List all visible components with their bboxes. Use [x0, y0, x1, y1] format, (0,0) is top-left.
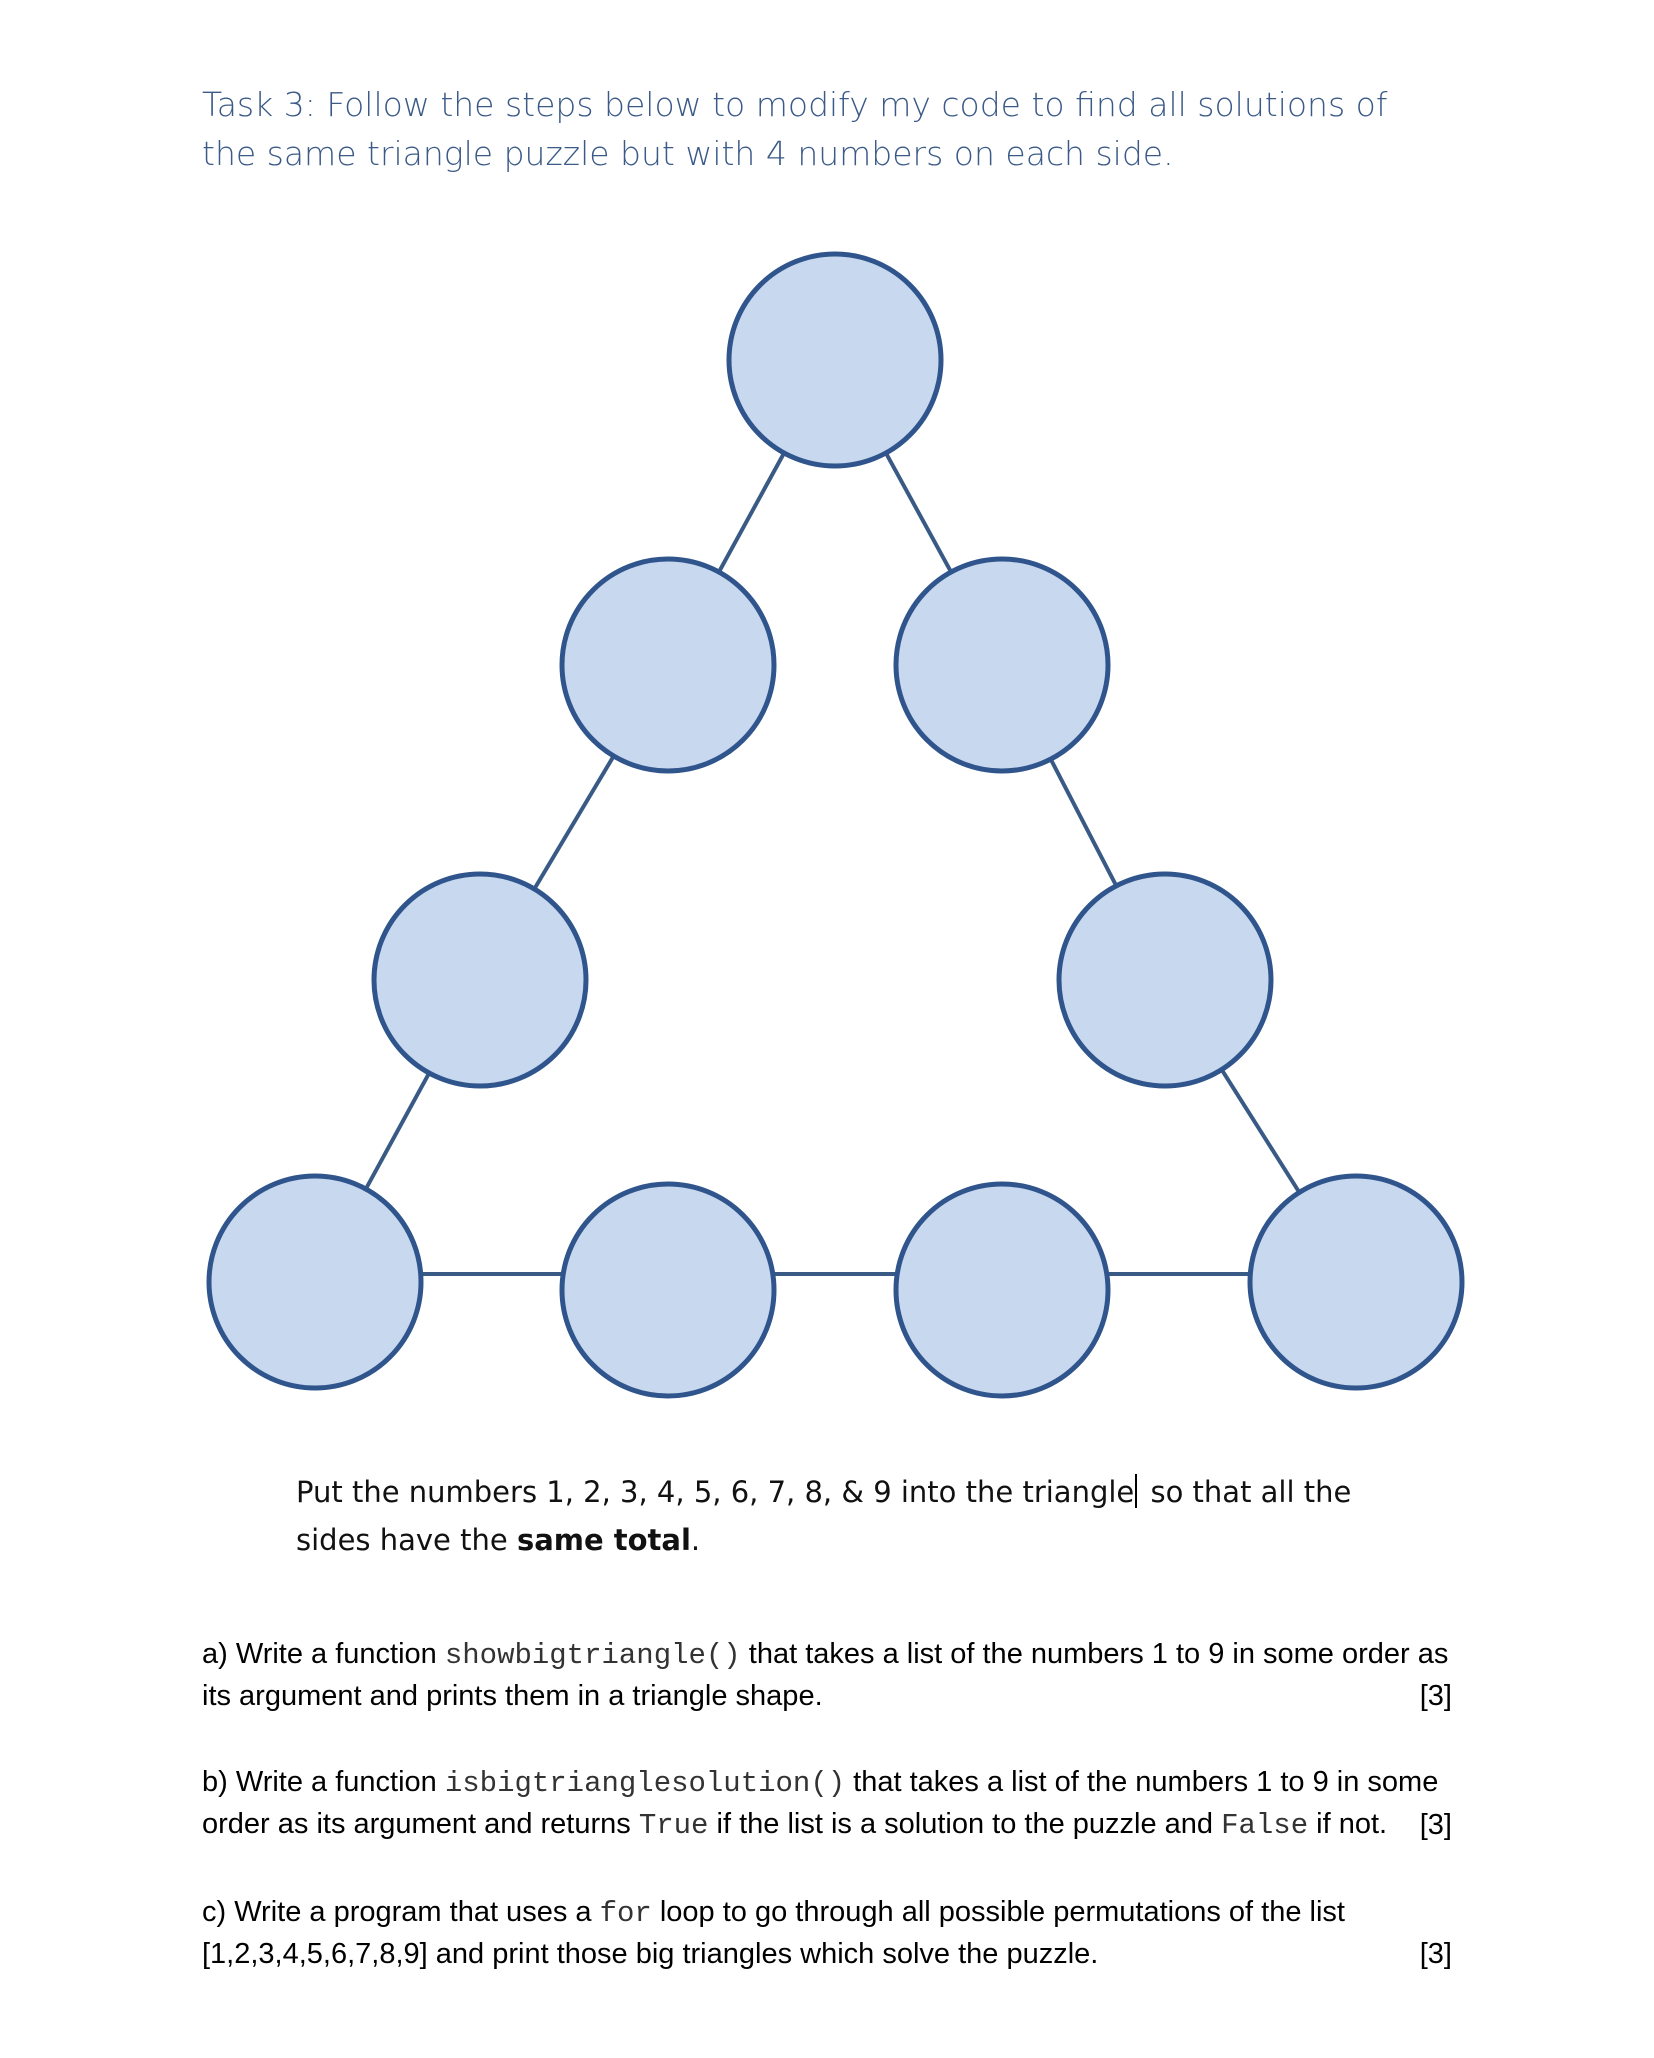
instruction-text-3: . — [690, 1523, 701, 1557]
question-c-marks: [3] — [1419, 1938, 1452, 1970]
node-left-3 — [374, 874, 586, 1086]
question-b-code-false: False — [1221, 1809, 1309, 1842]
question-b-text-pre: b) Write a function — [202, 1766, 445, 1798]
question-a-text-post: that takes a list of the numbers 1 to 9 in some order as its argument and prints them in a triangle shape. — [202, 1638, 1449, 1712]
question-b-marks: [3] — [1419, 1809, 1452, 1841]
instruction-text-2: so that all the sides have the — [296, 1475, 1352, 1557]
question-a-code: showbigtriangle() — [444, 1639, 741, 1672]
task-title: Task 3: Follow the steps below to modify my code to find all solutions of the same triangle puzzle but with 4 numbers on each side. — [202, 85, 1388, 173]
question-c — [202, 1892, 1452, 1975]
node-left-2 — [562, 559, 774, 771]
node-bottom-1 — [209, 1176, 421, 1388]
instruction-text-1: Put the numbers 1, 2, 3, 4, 5, 6, 7, 8, & 9 into the triangle — [296, 1475, 1135, 1509]
question-b-code-function: isbigtrianglesolution() — [444, 1767, 846, 1800]
question-a-marks: [3] — [1419, 1680, 1452, 1712]
node-bottom-2 — [562, 1184, 774, 1396]
question-b-code-true: True — [638, 1809, 709, 1842]
instruction-bold: same total — [516, 1523, 691, 1557]
question-b-text-mid2: if the list is a solution to the puzzle and — [708, 1808, 1222, 1840]
question-c-text-post: loop to go through all possible permutations of the list [1,2,3,4,5,6,7,8,9] and print those big triangles which solve the puzzle. — [202, 1896, 1345, 1970]
question-c-text-pre: c) Write a program that uses a — [202, 1896, 600, 1928]
question-a-text-pre: a) Write a function — [202, 1638, 445, 1670]
node-right-2 — [896, 559, 1108, 771]
question-b-text-mid1: that takes a list of the numbers 1 to 9 in some order as its argument and returns — [202, 1766, 1439, 1840]
node-bottom-4 — [1250, 1176, 1462, 1388]
node-top — [729, 254, 941, 466]
question-c-code: for — [599, 1897, 652, 1930]
puzzle-instruction — [296, 1468, 1396, 1564]
question-a — [202, 1634, 1452, 1717]
question-b — [202, 1762, 1452, 1846]
question-b-text-post: if not. — [1308, 1808, 1388, 1840]
node-right-3 — [1059, 874, 1271, 1086]
text-cursor — [1135, 1474, 1137, 1508]
node-bottom-3 — [896, 1184, 1108, 1396]
